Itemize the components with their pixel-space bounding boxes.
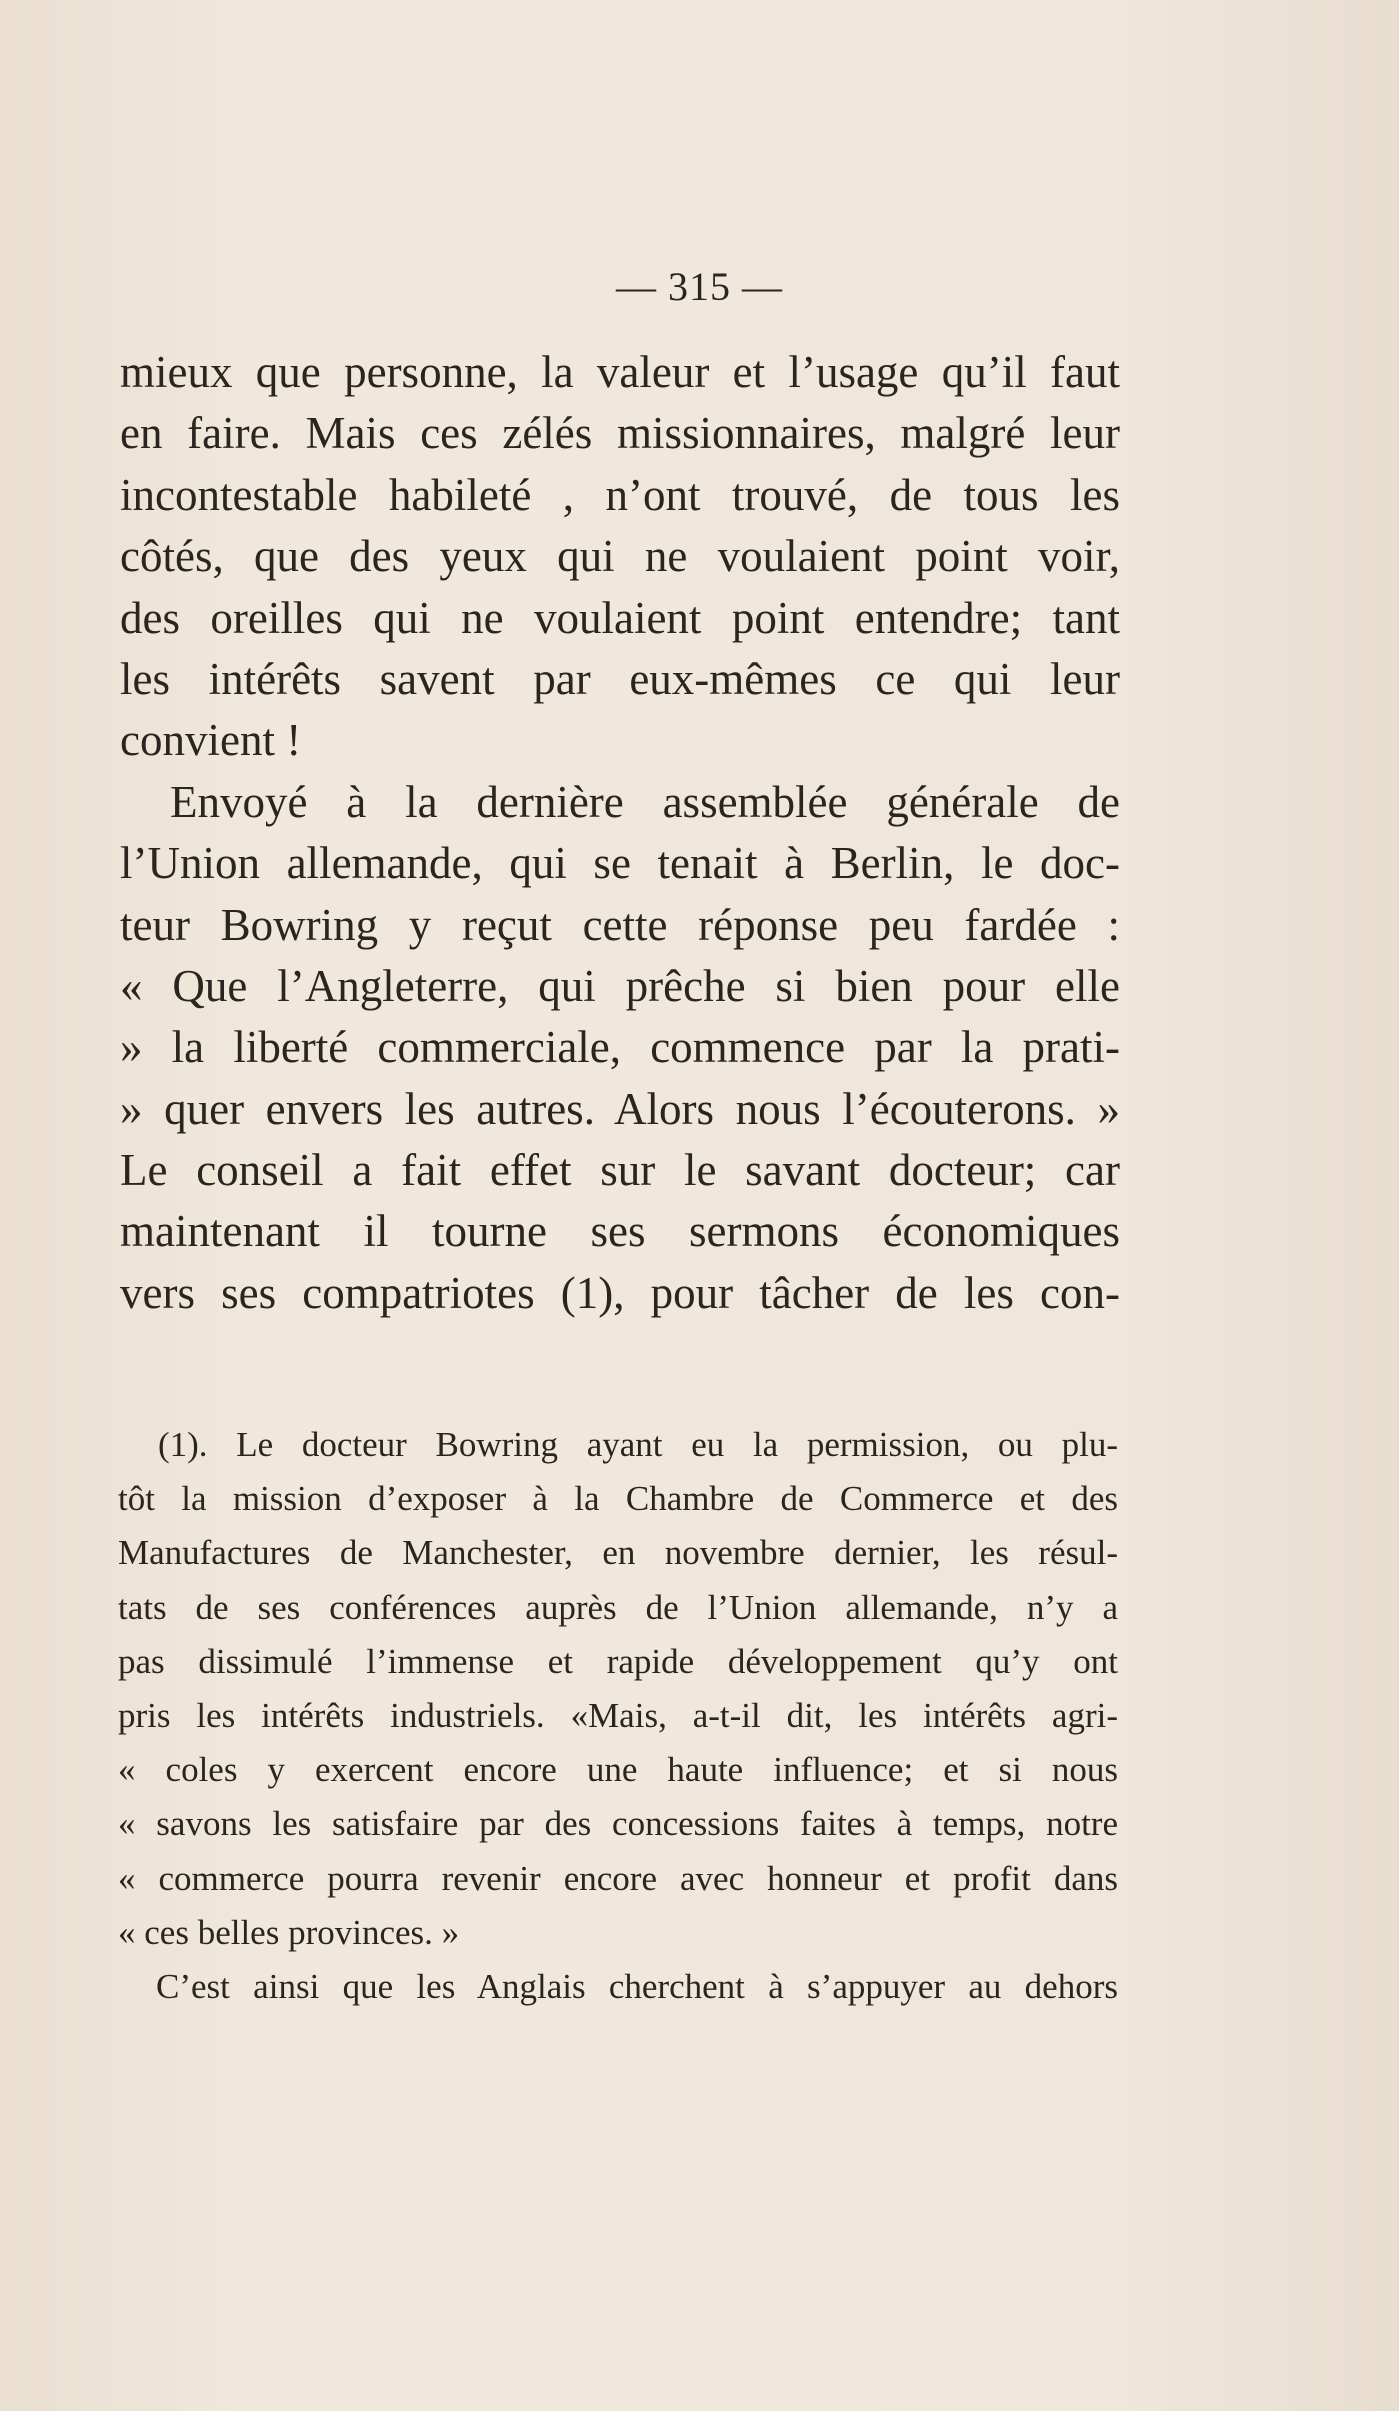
text-line: en faire. Mais ces zélés missionnaires, malgré leur: [120, 408, 1120, 459]
footnote-line: (1). Le docteur Bowring ayant eu la permission, ou plu-: [158, 1425, 1118, 1464]
main-text-block: [120, 342, 1120, 1324]
text-line: Le conseil a fait effet sur le savant docteur; car: [120, 1145, 1120, 1196]
text-line: l’Union allemande, qui se tenait à Berlin, le doc-: [120, 838, 1120, 889]
footnote-line: tats de ses conférences auprès de l’Union allemande, n’y a: [118, 1587, 1118, 1627]
text-line: convient !: [120, 715, 302, 766]
text-line: » la liberté commerciale, commence par la prati-: [120, 1022, 1120, 1073]
footnote-line: C’est ainsi que les Anglais cherchent à s’appuyer au dehors: [156, 1966, 1118, 2006]
text-line: teur Bowring y reçut cette réponse peu fardée :: [120, 899, 1120, 950]
footnote-line: Manufactures de Manchester, en novembre dernier, les résul-: [118, 1533, 1118, 1573]
text-line: incontestable habileté , n’ont trouvé, de tous les: [120, 469, 1120, 520]
footnote-line: « coles y exercent encore une haute influence; et si nous: [118, 1750, 1118, 1790]
text-line: Envoyé à la dernière assemblée générale de: [170, 776, 1120, 827]
text-line: vers ses compatriotes (1), pour tâcher de les con-: [120, 1267, 1120, 1318]
text-line: maintenant il tourne ses sermons économiques: [120, 1206, 1120, 1257]
footnote-block: [118, 1418, 1118, 2014]
page-number: — 315 —: [616, 264, 783, 309]
footnote-line: « commerce pourra revenir encore avec honneur et profit dans: [118, 1858, 1118, 1898]
text-line: « Que l’Angleterre, qui prêche si bien pour elle: [120, 960, 1120, 1011]
footnote-line: pris les intérêts industriels. «Mais, a-t-il dit, les intérêts agri-: [118, 1695, 1118, 1735]
text-line: mieux que personne, la valeur et l’usage qu’il faut: [120, 347, 1120, 397]
footnote-line: tôt la mission d’exposer à la Chambre de Commerce et des: [118, 1479, 1118, 1519]
footnote-line: « ces belles provinces. »: [118, 1912, 460, 1952]
text-line: » quer envers les autres. Alors nous l’écouterons. »: [120, 1083, 1120, 1134]
text-line: les intérêts savent par eux-mêmes ce qui leur: [120, 653, 1120, 704]
text-line: des oreilles qui ne voulaient point entendre; tant: [120, 592, 1120, 643]
footnote-line: « savons les satisfaire par des concessions faites à temps, notre: [118, 1804, 1118, 1844]
footnote-line: pas dissimulé l’immense et rapide développement qu’y ont: [118, 1641, 1118, 1681]
text-line: côtés, que des yeux qui ne voulaient point voir,: [120, 531, 1120, 582]
